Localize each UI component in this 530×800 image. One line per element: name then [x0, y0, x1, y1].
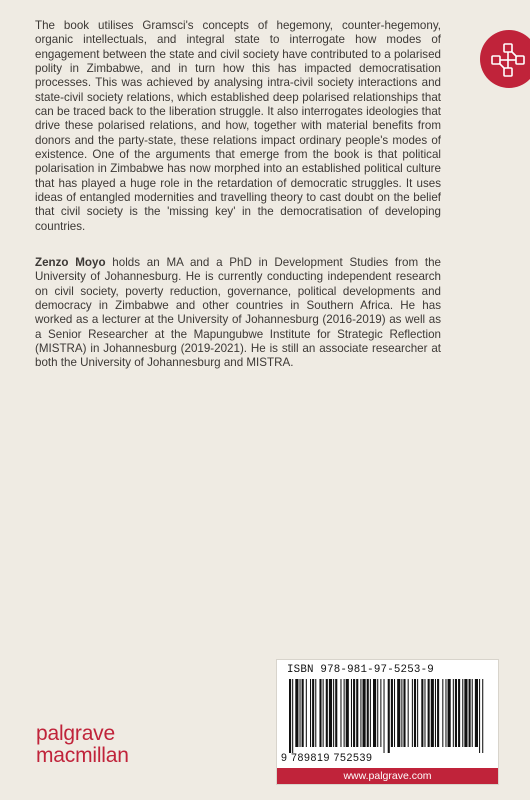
barcode-bar: [388, 679, 390, 753]
barcode-bar: [394, 679, 395, 747]
barcode-bar: [428, 679, 430, 747]
barcode-bar: [373, 679, 376, 747]
barcode-bar: [448, 679, 451, 747]
publisher-badge: [480, 30, 530, 88]
blurb-paragraph: The book utilises Gramsci's concepts of hegemony, counter-hegemony, organic intellectuals, and integral state to interrogate how modes of engagement between the state and civil society have contributed to a polarised polity in Zimbabwe, and in turn how this has impacted democratisation processes. This was achieved by analysing intra-civil society interactions and state-civil society relations, which established deep polarised relationships that can be traced back to the liberation struggle. It also interrogates ideologies that drive these polarised relations, and how, together with material benefits from donors and the party-state, these relations impact ordinary people's modes of existence. One of the arguments that emerge from the book is that political polarisation in Zimbabwe has now morphed into an established political culture that has played a huge role in the retardation of democratic struggles. It uses ideas of entangled modernities and travelling theory to cast doubt on the belief that civil society is the 'missing key' in the democratisation of developing countries.: [35, 19, 441, 233]
barcode-bar: [462, 679, 463, 747]
barcode-bar: [435, 679, 436, 747]
barcode-bar: [333, 679, 334, 747]
barcode-bar: [442, 679, 443, 747]
author-bio-paragraph: [35, 256, 441, 371]
barcode-bar: [475, 679, 478, 747]
barcode-panel: [276, 659, 499, 785]
barcode-bar: [431, 679, 434, 747]
barcode-bar: [326, 679, 328, 747]
barcode-bar: [329, 679, 332, 747]
logo-line-macmillan: macmillan: [36, 744, 129, 767]
barcode-image: [287, 679, 487, 753]
barcode-bar: [421, 679, 423, 747]
barcode-bar: [346, 679, 349, 747]
barcode-bar: [469, 679, 471, 747]
publisher-website: www.palgrave.com: [277, 768, 498, 784]
barcode-bar: [380, 679, 381, 747]
barcode-bar: [479, 679, 480, 753]
barcode-bar: [319, 679, 321, 747]
logo-line-palgrave: palgrave: [36, 722, 115, 745]
barcode-bar: [377, 679, 378, 747]
barcode-bar: [424, 679, 425, 747]
barcode-bar: [391, 679, 393, 747]
barcode-bar: [315, 679, 316, 747]
barcode-bar: [370, 679, 371, 747]
barcode-bar: [403, 679, 405, 747]
barcode-bar: [310, 679, 311, 747]
barcode-bar: [323, 679, 324, 747]
barcode-bar: [340, 679, 341, 747]
barcode-bar: [353, 679, 355, 747]
barcode-digits: 9 789819 752539: [281, 752, 373, 764]
barcode-bar: [312, 679, 314, 747]
palgrave-macmillan-logo: [36, 723, 129, 767]
barcode-bar: [360, 679, 361, 747]
barcode-bar: [335, 679, 337, 747]
barcode-bar: [344, 679, 345, 747]
barcode-bar: [384, 679, 385, 753]
barcode-bar: [458, 679, 460, 747]
barcode-bar: [414, 679, 416, 747]
barcode-bar: [295, 679, 298, 747]
barcode-bar: [401, 679, 402, 747]
barcode-bar: [351, 679, 352, 747]
barcode-bar: [482, 679, 483, 753]
barcode-bar: [300, 679, 301, 747]
barcode-bar: [397, 679, 400, 747]
barcode-bar: [363, 679, 366, 747]
barcode-bar: [464, 679, 467, 747]
barcode-bar: [437, 679, 439, 747]
barcode-bar: [289, 679, 291, 753]
barcode-bar: [445, 679, 446, 747]
barcode-bar: [412, 679, 413, 747]
barcode-bar: [306, 679, 307, 747]
barcode-bar: [292, 679, 293, 753]
barcode-bar: [356, 679, 358, 747]
network-nodes-icon: [490, 42, 526, 78]
barcode-bar: [367, 679, 369, 747]
barcode-bar: [408, 679, 409, 747]
barcode-bar: [472, 679, 473, 747]
author-name: Zenzo Moyo: [35, 256, 106, 269]
barcode-bar: [453, 679, 454, 747]
barcode-bar: [455, 679, 457, 747]
barcode-bar: [417, 679, 418, 747]
isbn-label: ISBN 978-981-97-5253-9: [287, 664, 434, 676]
author-bio-text: holds an MA and a PhD in Development Studies from the University of Johannesburg. He is currently conducting independent research on civil society, poverty reduction, governance, political developments and democracy in Zimbabwe and other countries in Southern Africa. He has worked as a lecturer at the University of Johannesburg (2016-2019) as well as a Senior Researcher at the Mapungubwe Institute for Strategic Reflection (MISTRA) in Johannesburg (2019-2021). He is still an associate researcher at both the University of Johannesburg and MISTRA.: [35, 256, 441, 370]
barcode-bar: [302, 679, 304, 747]
